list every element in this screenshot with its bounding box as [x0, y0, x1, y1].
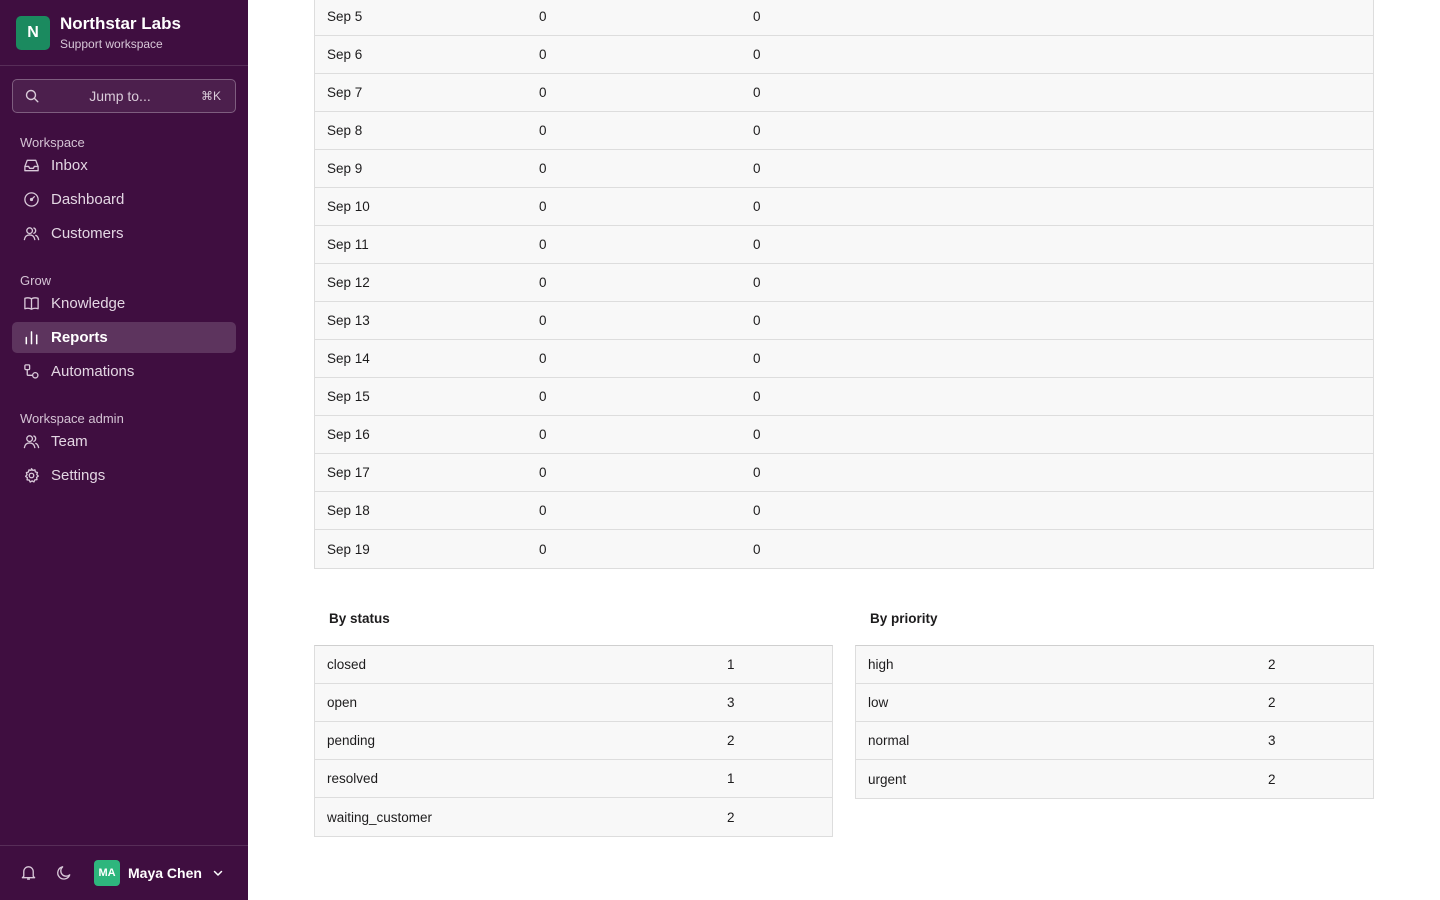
- row-value-2: 0: [753, 313, 761, 328]
- workspace-name: Northstar Labs: [60, 13, 181, 33]
- row-value-1: 0: [539, 123, 547, 138]
- users-icon: [22, 225, 40, 243]
- sidebar-item-label: Knowledge: [51, 295, 126, 312]
- row-value-1: 0: [539, 313, 547, 328]
- row-value-1: 0: [539, 351, 547, 366]
- book-icon: [22, 295, 40, 313]
- row-value-2: 0: [753, 161, 761, 176]
- by-priority-table: [855, 645, 1374, 799]
- row-date: Sep 8: [327, 123, 363, 138]
- table-row: [856, 646, 1373, 684]
- row-value-2: 0: [753, 351, 761, 366]
- row-date: Sep 12: [327, 275, 370, 290]
- by-status-title: By status: [329, 611, 390, 626]
- by-status-table: [314, 645, 833, 837]
- row-value-2: 0: [753, 427, 761, 442]
- table-row: [315, 684, 832, 722]
- row-value-2: 0: [753, 389, 761, 404]
- table-row: [856, 722, 1373, 760]
- row-date: Sep 9: [327, 161, 363, 176]
- workspace-logo: N: [16, 16, 50, 50]
- row-count: 3: [1268, 733, 1276, 748]
- by-priority-title: By priority: [870, 611, 938, 626]
- table-row: [315, 760, 832, 798]
- row-count: 1: [727, 657, 735, 672]
- automation-icon: [22, 363, 40, 381]
- row-value-1: 0: [539, 47, 547, 62]
- team-icon: [22, 433, 40, 451]
- table-row: [315, 112, 1373, 150]
- row-value-2: 0: [753, 199, 761, 214]
- row-value-2: 0: [753, 237, 761, 252]
- sidebar: [0, 0, 248, 900]
- daily-volume-table: [314, 0, 1374, 569]
- row-count: 2: [1268, 771, 1276, 787]
- row-date: Sep 7: [327, 85, 363, 100]
- sidebar-item-automations[interactable]: [12, 356, 236, 387]
- row-date: Sep 18: [327, 503, 370, 518]
- row-value-2: 0: [753, 123, 761, 138]
- row-value-1: 0: [539, 9, 547, 24]
- row-value-1: 0: [539, 541, 547, 557]
- sidebar-item-settings[interactable]: [12, 460, 236, 491]
- table-row: [315, 226, 1373, 264]
- row-date: Sep 5: [327, 9, 363, 24]
- row-label: high: [868, 657, 894, 672]
- sidebar-footer: [0, 845, 248, 900]
- jump-shortcut: ⌘K: [200, 89, 221, 103]
- chevron-down-icon: [212, 867, 224, 879]
- table-row: [315, 36, 1373, 74]
- jump-to-search[interactable]: [12, 79, 236, 113]
- row-label: open: [327, 695, 358, 710]
- user-name: Maya Chen: [128, 865, 202, 881]
- row-value-1: 0: [539, 275, 547, 290]
- row-value-2: 0: [753, 541, 761, 557]
- table-row: [315, 302, 1373, 340]
- table-row: [315, 378, 1373, 416]
- search-icon: [25, 89, 39, 103]
- row-date: Sep 17: [327, 465, 370, 480]
- table-row: [315, 74, 1373, 112]
- row-date: Sep 6: [327, 47, 363, 62]
- bar-chart-icon: [22, 329, 40, 347]
- row-count: 2: [727, 809, 735, 825]
- table-row: [856, 760, 1373, 798]
- row-label: closed: [327, 657, 367, 672]
- workspace-header[interactable]: [0, 0, 248, 66]
- sidebar-item-label: Automations: [51, 363, 135, 380]
- row-label: low: [868, 695, 889, 710]
- row-value-1: 0: [539, 237, 547, 252]
- sidebar-item-customers[interactable]: [12, 218, 236, 249]
- table-row: [315, 454, 1373, 492]
- sidebar-item-label: Customers: [51, 225, 124, 242]
- sidebar-item-reports[interactable]: [12, 322, 236, 353]
- gear-icon: [22, 467, 40, 485]
- sidebar-item-label: Dashboard: [51, 191, 125, 208]
- row-value-1: 0: [539, 503, 547, 518]
- row-value-2: 0: [753, 503, 761, 518]
- row-count: 2: [1268, 657, 1276, 672]
- sidebar-item-label: Reports: [51, 329, 108, 346]
- row-value-2: 0: [753, 9, 761, 24]
- row-date: Sep 15: [327, 389, 370, 404]
- table-row: [315, 340, 1373, 378]
- table-row: [315, 0, 1373, 36]
- row-label: waiting_customer: [327, 809, 433, 825]
- row-value-1: 0: [539, 465, 547, 480]
- row-label: pending: [327, 733, 376, 748]
- table-row: [315, 492, 1373, 530]
- table-row: [315, 188, 1373, 226]
- workspace-subtitle: Support workspace: [60, 36, 163, 51]
- table-row: [315, 798, 832, 836]
- row-count: 3: [727, 695, 735, 710]
- user-menu[interactable]: [94, 860, 224, 886]
- avatar: MA: [94, 860, 120, 886]
- row-value-2: 0: [753, 275, 761, 290]
- row-date: Sep 10: [327, 199, 370, 214]
- row-value-1: 0: [539, 161, 547, 176]
- jump-placeholder: Jump to...: [89, 88, 151, 104]
- table-row: [315, 264, 1373, 302]
- table-row: [315, 416, 1373, 454]
- row-date: Sep 13: [327, 313, 370, 328]
- row-count: 1: [727, 771, 735, 786]
- bell-icon[interactable]: [20, 864, 38, 882]
- nav-section-admin: Workspace admin: [20, 411, 124, 426]
- row-value-1: 0: [539, 427, 547, 442]
- row-value-1: 0: [539, 199, 547, 214]
- sidebar-nav: [0, 124, 248, 494]
- row-value-2: 0: [753, 465, 761, 480]
- row-count: 2: [727, 733, 735, 748]
- table-row: [315, 722, 832, 760]
- sidebar-item-label: Team: [51, 433, 88, 450]
- sidebar-item-dashboard[interactable]: [12, 184, 236, 215]
- row-label: resolved: [327, 771, 379, 786]
- sidebar-item-label: Settings: [51, 467, 106, 484]
- table-row: [315, 150, 1373, 188]
- moon-icon[interactable]: [56, 864, 74, 882]
- table-row: [856, 684, 1373, 722]
- row-value-2: 0: [753, 85, 761, 100]
- row-value-1: 0: [539, 389, 547, 404]
- table-row: [315, 530, 1373, 568]
- nav-section-grow: Grow: [20, 273, 52, 288]
- reports-main: [248, 0, 1440, 900]
- row-count: 2: [1268, 695, 1276, 710]
- row-date: Sep 14: [327, 351, 370, 366]
- dashboard-icon: [22, 191, 40, 209]
- row-label: urgent: [868, 771, 907, 787]
- sidebar-item-label: Inbox: [51, 157, 88, 174]
- nav-section-workspace: Workspace: [20, 135, 85, 150]
- row-date: Sep 11: [327, 237, 369, 252]
- row-date: Sep 16: [327, 427, 370, 442]
- row-date: Sep 19: [327, 541, 370, 557]
- row-value-1: 0: [539, 85, 547, 100]
- table-row: [315, 646, 832, 684]
- row-value-2: 0: [753, 47, 761, 62]
- inbox-icon: [22, 157, 40, 175]
- row-label: normal: [868, 733, 910, 748]
